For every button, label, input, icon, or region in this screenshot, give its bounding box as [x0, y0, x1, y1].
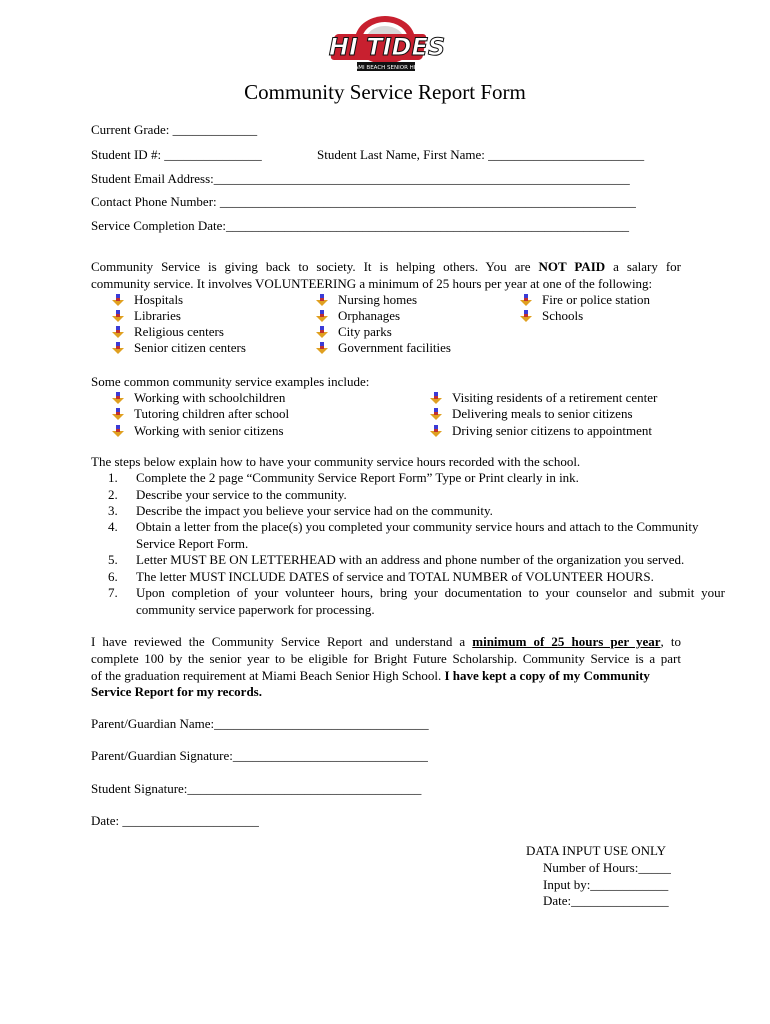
list-item: Tutoring children after school [112, 406, 289, 422]
list-item: Libraries [112, 308, 181, 324]
step-text: The letter MUST INCLUDE DATES of service and TOTAL NUMBER of VOLUNTEER HOURS. [136, 569, 654, 584]
list-item: Driving senior citizens to appointment [430, 423, 652, 439]
down-arrow-icon [112, 425, 124, 437]
down-arrow-icon [316, 310, 328, 322]
down-arrow-icon [112, 342, 124, 354]
number-of-hours-field[interactable]: Number of Hours:_____ [543, 860, 671, 875]
down-arrow-icon [430, 425, 442, 437]
student-signature-field[interactable]: Student Signature:____________________________________ [91, 781, 422, 796]
contact-phone-field[interactable]: Contact Phone Number: ________________________________________________________________ [91, 194, 636, 209]
list-item: Religious centers [112, 324, 224, 340]
input-by-field[interactable]: Input by:____________ [543, 877, 669, 892]
page-title: Community Service Report Form [244, 80, 526, 104]
down-arrow-icon [316, 294, 328, 306]
step-number: 2. [108, 487, 118, 502]
list-item: Government facilities [316, 340, 451, 356]
current-grade-field[interactable]: Current Grade: _____________ [91, 122, 258, 137]
step-text: Complete the 2 page “Community Service Report Form” Type or Print clearly in ink. [136, 470, 579, 485]
logo-subtext: MIAMI BEACH SENIOR HIGH [348, 65, 424, 71]
step-text: Describe the impact you believe your service had on the community. [136, 503, 493, 518]
down-arrow-icon [112, 294, 124, 306]
down-arrow-icon [520, 310, 532, 322]
down-arrow-icon [316, 326, 328, 338]
list-item: City parks [316, 324, 392, 340]
steps-heading: The steps below explain how to have your community service hours recorded with the school. [91, 454, 581, 469]
step-number: 7. [108, 585, 118, 600]
list-item: Orphanages [316, 308, 400, 324]
list-item: Nursing homes [316, 292, 417, 308]
down-arrow-icon [430, 392, 442, 404]
step-number: 6. [108, 569, 118, 584]
agreement-line-4: Service Report for my records. [91, 684, 262, 699]
list-item: Fire or police station [520, 292, 650, 308]
step-number: 1. [108, 470, 118, 485]
down-arrow-icon [112, 310, 124, 322]
logo-text: HI TIDES [328, 33, 446, 61]
student-id-field[interactable]: Student ID #: _______________ [91, 147, 262, 162]
step-text: Service Report Form. [136, 536, 249, 551]
data-input-date-field[interactable]: Date:_______________ [543, 893, 669, 908]
list-item: Working with senior citizens [112, 423, 284, 439]
list-item: Senior citizen centers [112, 340, 246, 356]
date-field[interactable]: Date: _____________________ [91, 813, 259, 828]
down-arrow-icon [520, 294, 532, 306]
school-logo [328, 10, 446, 78]
list-item: Delivering meals to senior citizens [430, 406, 633, 422]
down-arrow-icon [112, 392, 124, 404]
step-text: Upon completion of your volunteer hours, bring your documentation to your counselor and submit your [136, 585, 725, 600]
intro-line-2: community service. It involves VOLUNTEERING a minimum of 25 hours per year at one of the following: [91, 276, 653, 291]
down-arrow-icon [112, 408, 124, 420]
step-text: Obtain a letter from the place(s) you completed your community service hours and attach to the Community [136, 519, 699, 534]
parent-guardian-signature-field[interactable]: Parent/Guardian Signature:______________________________ [91, 748, 428, 763]
intro-line-1: Community Service is giving back to society. It is helping others. You are NOT PAID a salary for [91, 259, 682, 274]
step-text: Describe your service to the community. [136, 487, 347, 502]
step-number: 3. [108, 503, 118, 518]
step-number: 5. [108, 552, 118, 567]
list-item: Hospitals [112, 292, 183, 308]
list-item: Schools [520, 308, 583, 324]
down-arrow-icon [112, 326, 124, 338]
down-arrow-icon [430, 408, 442, 420]
parent-guardian-name-field[interactable]: Parent/Guardian Name:_________________________________ [91, 716, 429, 731]
agreement-line-3: of the graduation requirement at Miami Beach Senior High School. I have kept a copy of my Community [91, 668, 650, 683]
agreement-line-2: complete 100 by the senior year to be eligible for Bright Future Scholarship. Community Service is a part [91, 651, 681, 666]
student-email-field[interactable]: Student Email Address:________________________________________________________________ [91, 171, 630, 186]
agreement-line-1: I have reviewed the Community Service Report and understand a minimum of 25 hours per year, to [91, 634, 681, 649]
service-completion-date-field[interactable]: Service Completion Date:______________________________________________________________ [91, 218, 630, 233]
list-item: Visiting residents of a retirement center [430, 390, 657, 406]
list-item: Working with schoolchildren [112, 390, 285, 406]
step-number: 4. [108, 519, 118, 534]
step-text: community service paperwork for processing. [136, 602, 375, 617]
down-arrow-icon [316, 342, 328, 354]
step-text: Letter MUST BE ON LETTERHEAD with an address and phone number of the organization you served. [136, 552, 685, 567]
student-name-field[interactable]: Student Last Name, First Name: ________________________ [317, 147, 645, 162]
data-input-heading: DATA INPUT USE ONLY [526, 843, 667, 858]
examples-heading: Some common community service examples include: [91, 374, 370, 389]
